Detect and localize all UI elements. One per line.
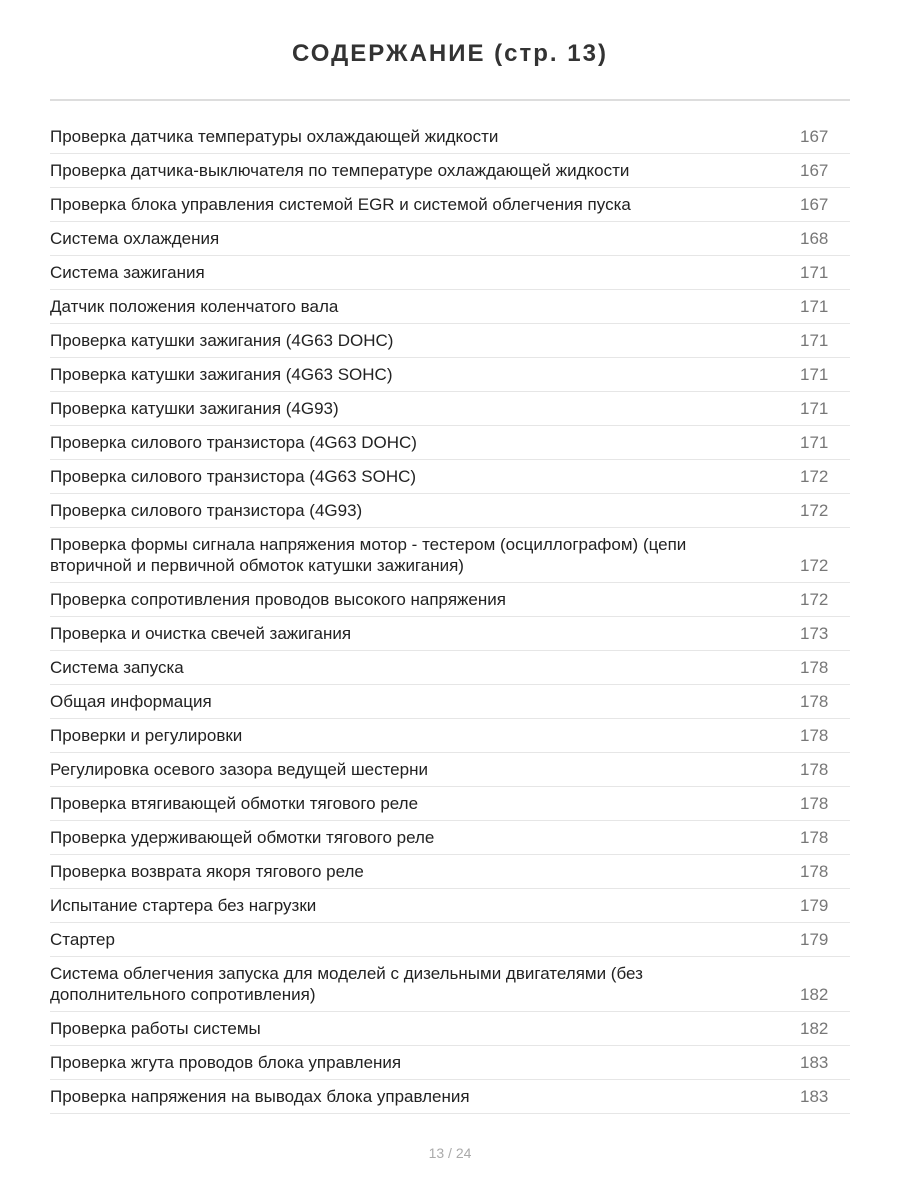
toc-entry[interactable] — [50, 1080, 850, 1114]
toc-entry-page: 171 — [800, 263, 829, 282]
toc-entry-title: Проверки и регулировки — [50, 726, 243, 745]
toc-entry-title: Проверка удерживающей обмотки тягового реле — [50, 828, 435, 847]
toc-entry-title: Проверка сопротивления проводов высокого напряжения — [50, 590, 506, 609]
toc-entry[interactable] — [50, 821, 850, 855]
toc-entry-title: Проверка силового транзистора (4G63 DOHC) — [50, 433, 417, 452]
toc-entry[interactable] — [50, 392, 850, 426]
toc-entry-title: Проверка катушки зажигания (4G93) — [50, 399, 339, 418]
toc-entry-page: 172 — [800, 590, 829, 609]
toc-entry-title: Система охлаждения — [50, 229, 220, 248]
toc-entry[interactable] — [50, 957, 850, 1012]
toc-entry-title: Проверка работы системы — [50, 1019, 261, 1038]
toc-entry-page: 178 — [800, 794, 829, 813]
toc-entry-page: 178 — [800, 692, 829, 711]
toc-entry[interactable] — [50, 753, 850, 787]
toc-entry-page: 171 — [800, 399, 829, 418]
toc-entry[interactable] — [50, 290, 850, 324]
toc-entry-page: 179 — [800, 930, 829, 949]
toc-entry-page: 171 — [800, 331, 829, 350]
toc-entry[interactable] — [50, 583, 850, 617]
toc-entry[interactable] — [50, 120, 850, 154]
toc-entry-page: 178 — [800, 862, 829, 881]
title-divider — [50, 99, 850, 101]
toc-entry-title: Проверка катушки зажигания (4G63 DOHC) — [50, 331, 394, 350]
toc-entry-title: Испытание стартера без нагрузки — [50, 896, 317, 915]
toc-entry-page: 167 — [800, 161, 829, 180]
toc-entry-title: Система облегчения запуска для моделей с дизельными двигателями (без дополнительного сопротивления) — [50, 964, 643, 1004]
toc-entry[interactable] — [50, 358, 850, 392]
toc-entry[interactable] — [50, 494, 850, 528]
toc-entry-page: 178 — [800, 828, 829, 847]
toc-entry-page: 167 — [800, 127, 829, 146]
toc-entry[interactable] — [50, 855, 850, 889]
toc-entry-title: Проверка силового транзистора (4G63 SOHC) — [50, 467, 417, 486]
toc-entry[interactable] — [50, 528, 850, 583]
toc-entry-page: 179 — [800, 896, 829, 915]
toc-entry-page: 182 — [800, 985, 829, 1004]
toc-entry-title: Система зажигания — [50, 263, 205, 282]
page-title: СОДЕРЖАНИЕ (стр. 13) — [292, 40, 608, 67]
toc-entry-title: Проверка блока управления системой EGR и системой облегчения пуска — [50, 195, 631, 214]
toc-entry-page: 178 — [800, 658, 829, 677]
toc-entry[interactable] — [50, 222, 850, 256]
toc-entry-title: Проверка и очистка свечей зажигания — [50, 624, 352, 643]
toc-entry-page: 171 — [800, 297, 829, 316]
toc-entry-page: 183 — [800, 1087, 829, 1106]
toc-entry-title: Проверка напряжения на выводах блока управления — [50, 1087, 470, 1106]
toc-entry-title: Проверка датчика температуры охлаждающей жидкости — [50, 127, 499, 146]
toc-entry[interactable] — [50, 719, 850, 753]
toc-entry-page: 168 — [800, 229, 829, 248]
toc-entry-title: Проверка силового транзистора (4G93) — [50, 501, 363, 520]
table-of-contents — [50, 120, 850, 1114]
toc-entry[interactable] — [50, 460, 850, 494]
toc-entry[interactable] — [50, 685, 850, 719]
toc-entry[interactable] — [50, 324, 850, 358]
toc-entry-page: 167 — [800, 195, 829, 214]
toc-entry-title: Проверка втягивающей обмотки тягового реле — [50, 794, 419, 813]
toc-entry-title: Проверка возврата якоря тягового реле — [50, 862, 364, 881]
toc-entry[interactable] — [50, 154, 850, 188]
toc-entry-title: Общая информация — [50, 692, 212, 711]
toc-entry-page: 171 — [800, 433, 829, 452]
toc-entry[interactable] — [50, 256, 850, 290]
toc-entry[interactable] — [50, 426, 850, 460]
toc-entry-title: Система запуска — [50, 658, 184, 677]
toc-entry-title: Проверка жгута проводов блока управления — [50, 1053, 402, 1072]
toc-entry-page: 172 — [800, 467, 829, 486]
toc-entry[interactable] — [50, 889, 850, 923]
toc-entry-title: Регулировка осевого зазора ведущей шестерни — [50, 760, 428, 779]
toc-entry-page: 172 — [800, 501, 829, 520]
toc-entry[interactable] — [50, 923, 850, 957]
toc-entry-page: 178 — [800, 760, 829, 779]
toc-entry[interactable] — [50, 1046, 850, 1080]
toc-entry[interactable] — [50, 617, 850, 651]
toc-entry-page: 172 — [800, 556, 829, 575]
toc-entry[interactable] — [50, 787, 850, 821]
toc-entry-title: Стартер — [50, 930, 115, 949]
toc-entry-page: 183 — [800, 1053, 829, 1072]
toc-entry-page: 178 — [800, 726, 829, 745]
toc-entry[interactable] — [50, 1012, 850, 1046]
page-indicator: 13 / 24 — [428, 1145, 472, 1161]
toc-entry-title: Датчик положения коленчатого вала — [50, 297, 339, 316]
toc-entry[interactable] — [50, 651, 850, 685]
toc-entry[interactable] — [50, 188, 850, 222]
toc-entry-page: 173 — [800, 624, 829, 643]
toc-entry-title: Проверка датчика-выключателя по температуре охлаждающей жидкости — [50, 161, 630, 180]
toc-entry-page: 182 — [800, 1019, 829, 1038]
toc-entry-title: Проверка катушки зажигания (4G63 SOHC) — [50, 365, 393, 384]
toc-entry-title: Проверка формы сигнала напряжения мотор - тестером (осциллографом) (цепи вторичной и первичной обмоток катушки зажигания) — [50, 535, 687, 575]
toc-entry-page: 171 — [800, 365, 829, 384]
